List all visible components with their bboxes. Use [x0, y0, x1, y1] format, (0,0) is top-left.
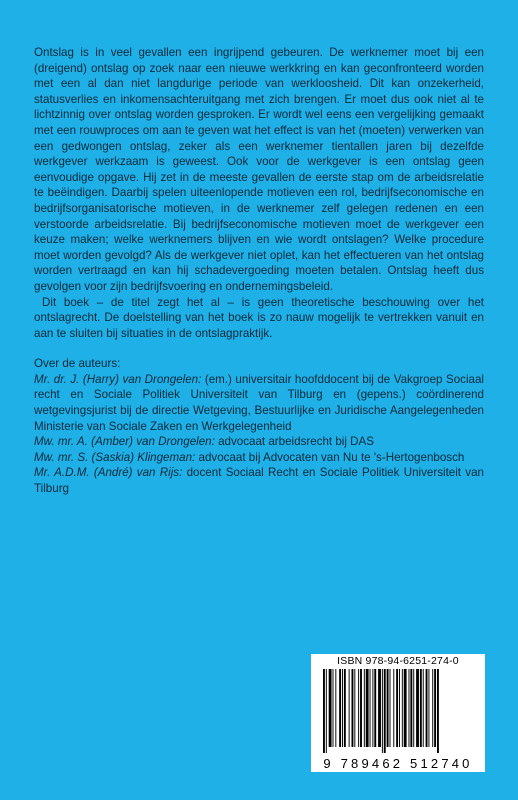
- barcode-digits: 9 789462 512740: [323, 756, 473, 771]
- authors-heading: Over de auteurs:: [34, 357, 121, 371]
- author-description: advocaat arbeidsrecht bij DAS: [214, 435, 375, 449]
- barcode-bar: [326, 669, 327, 753]
- barcode-bar: [387, 669, 389, 747]
- barcode-bar: [333, 669, 334, 747]
- intro-paragraph: Ontslag is in veel gevallen een ingrijpend gebeuren. De werknemer moet bij een (dreigend) ontslag op zoek naar een nieuwe werkkring en kan geconfronteerd worden met een al dan niet langdurige periode van werkloosheid. Dit kan onzekerheid, statusverlies en inkomensachteruitgang met zich brengen. Er moet dus ook niet al te lichtzinnig over ontslag worden gesproken. Er wordt wel eens een vergelijking gemaakt met een rouwproces om aan te geven wat het effect is van het (moeten) verwerken van een gedwongen ontslag, zeker als een werknemer tientallen jaren bij dezelfde werkgever werkzaam is geweest. Ook voor de werkgever is een ontslag geen eenvoudige opgave. Hij zet in de meeste gevallen de eerste stap om de arbeidsrelatie te beëindigen. Daarbij spelen uiteenlopende motieven een rol, bedrijfseconomische en bedrijfsorganisatorische motieven, in de werknemer zelf gelegen redenen en een verstoorde arbeidsrelatie. Bij bedrijfseconomische motieven moet de werkgever een keuze maken; welke werknemers blijven en wie wordt ontslagen? Welke procedure moet worden gevolgd? Als de werkgever niet oplet, kan het effectueren van het ontslag worden vertraagd en kan hij schadevergoeding moeten betalen. Ontslag heeft dus gevolgen voor zijn bedrijfsvoering en ondernemingsbeleid.: [34, 46, 484, 293]
- authors-section: [34, 356, 484, 496]
- barcode-bar: [360, 669, 362, 747]
- barcode-bar: [428, 669, 429, 747]
- barcode-bar: [410, 669, 412, 747]
- barcode-bar: [416, 669, 419, 747]
- barcode-bar: [335, 669, 336, 747]
- barcode-bars: [321, 669, 475, 753]
- barcode-bar: [349, 669, 350, 747]
- author-description: (em.) universitair hoofddocent bij de Vakgroep Sociaal recht en Sociale Politiek Universiteit van Tilburg en (gepens.) coördinerend wetgevingsjurist bij de directie Wetgeving, Bestuurlijke en Juridische Aangelegenheden Ministerie van Sociale Zaken en Werkgelegenheid: [34, 372, 485, 433]
- barcode-bar: [378, 669, 381, 747]
- barcode-bar: [342, 669, 343, 747]
- barcode-bar: [382, 669, 383, 753]
- author-entry: [34, 450, 484, 466]
- barcode-bar: [384, 669, 386, 753]
- isbn-barcode: [311, 654, 485, 772]
- isbn-label: ISBN 978-94-6251-274-0: [337, 655, 459, 667]
- barcode-bar: [437, 669, 439, 753]
- author-name: Mw. mr. S. (Saskia) Klingeman:: [34, 450, 196, 464]
- author-name: Mr. A.D.M. (André) van Rijs:: [34, 466, 183, 480]
- barcode-bar: [432, 669, 433, 747]
- barcode-bar: [372, 669, 373, 747]
- barcode-bar: [352, 669, 354, 747]
- barcode-bar: [423, 669, 424, 747]
- barcode-bar: [399, 669, 400, 747]
- barcode-bar: [358, 669, 359, 747]
- barcode-bar: [364, 669, 365, 747]
- barcode-bar: [396, 669, 398, 747]
- author-entry: [34, 465, 484, 496]
- barcode-bar: [413, 669, 414, 747]
- barcode-bar: [329, 669, 332, 747]
- barcode-bar: [370, 669, 371, 747]
- barcode-bar: [339, 669, 341, 747]
- barcode-bar: [354, 669, 355, 747]
- barcode-bar: [420, 669, 422, 747]
- author-entry: [34, 434, 484, 450]
- author-entry: [34, 372, 484, 434]
- blurb-text: [34, 45, 484, 497]
- author-name: Mw. mr. A. (Amber) van Drongelen:: [34, 435, 215, 449]
- barcode-bar: [409, 669, 410, 747]
- barcode-bar: [390, 669, 391, 747]
- barcode-bar: [402, 669, 403, 747]
- barcode-bar: [404, 669, 407, 747]
- author-description: advocaat bij Advocaten van Nu te 's-Hertogenbosch: [195, 450, 465, 464]
- author-name: Mr. dr. J. (Harry) van Drongelen:: [34, 372, 202, 386]
- barcode-bar: [323, 669, 325, 753]
- barcode-bar: [366, 669, 369, 747]
- barcode-bar: [344, 669, 346, 747]
- barcode-bar: [393, 669, 394, 747]
- author-description: docent Sociaal Recht en Sociale Politiek Universiteit van Tilburg: [34, 466, 485, 496]
- barcode-bar: [426, 669, 428, 747]
- barcode-bar: [374, 669, 376, 747]
- barcode-bar: [434, 669, 436, 747]
- book-purpose-paragraph: Dit boek – de titel zegt het al – is geen theoretische beschouwing over het ontslagrecht. De doelstelling van het boek is zo nauw mogelijk te vertrekken vanuit en aan te sluiten bij situaties in de ontslagpraktijk.: [34, 295, 484, 340]
